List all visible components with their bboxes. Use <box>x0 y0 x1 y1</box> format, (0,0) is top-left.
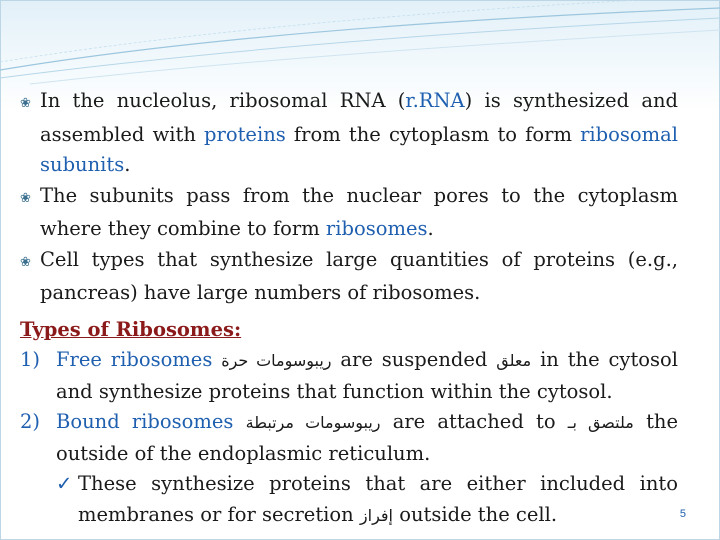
bullet-icon: ❀ <box>20 96 31 111</box>
item-label: Bound ribosomes <box>56 410 234 433</box>
text: These synthesize proteins that are either included into membranes or for secretion <box>78 472 678 526</box>
page-number: 5 <box>679 508 686 520</box>
arabic-term: ريبوسومات حرة <box>221 351 332 370</box>
arabic-term: ريبوسومات مرتبطة <box>245 413 381 432</box>
check-item-secretion <box>20 469 678 531</box>
highlight-ribosomal-subunits: ribosomal subunits <box>40 122 678 176</box>
highlight-proteins: proteins <box>204 122 286 146</box>
bullet-icon: ❀ <box>20 254 31 270</box>
text: in the cytosol and synthesize proteins that function within the cytosol. <box>56 348 679 403</box>
text: . <box>124 153 131 176</box>
text: In the nucleolus, ribosomal RNA ( <box>40 89 406 112</box>
highlight-ribosomes: ribosomes <box>325 217 428 240</box>
text: from the cytoplasm to form <box>285 122 581 146</box>
text: Cell types that synthesize large quantities of proteins (e.g., pancreas) have large numbers of ribosomes. <box>40 247 678 304</box>
text: outside the cell. <box>399 502 558 526</box>
item-number: 2) <box>20 410 41 433</box>
bullet-cell-types <box>20 245 678 309</box>
text: The subunits pass from the nuclear pores to the cytoplasm where they combine to form <box>40 183 678 240</box>
item-label: Free ribosomes <box>56 348 213 371</box>
bullet-subunits <box>20 181 678 245</box>
highlight-rrna: r.RNA <box>405 89 465 112</box>
bullet-icon: ❀ <box>20 190 31 206</box>
bullet-nucleolus <box>20 86 678 181</box>
text: are suspended <box>340 348 488 371</box>
text: . <box>427 217 434 240</box>
item-bound-ribosomes <box>20 407 678 469</box>
text: the outside of the endoplasmic reticulum. <box>56 410 678 465</box>
slide-content <box>20 86 678 531</box>
item-number: 1) <box>20 348 41 371</box>
text: are attached to <box>392 410 556 433</box>
types-heading: Types of Ribosomes: <box>20 317 242 341</box>
arabic-term: إفراز <box>359 505 393 525</box>
text: ) is synthesized and assembled with <box>40 89 679 146</box>
arabic-term: ملتصق بـ <box>567 413 634 432</box>
item-free-ribosomes <box>20 345 678 407</box>
checkmark-icon: ✓ <box>56 472 73 495</box>
arabic-term: معلق <box>496 351 532 370</box>
